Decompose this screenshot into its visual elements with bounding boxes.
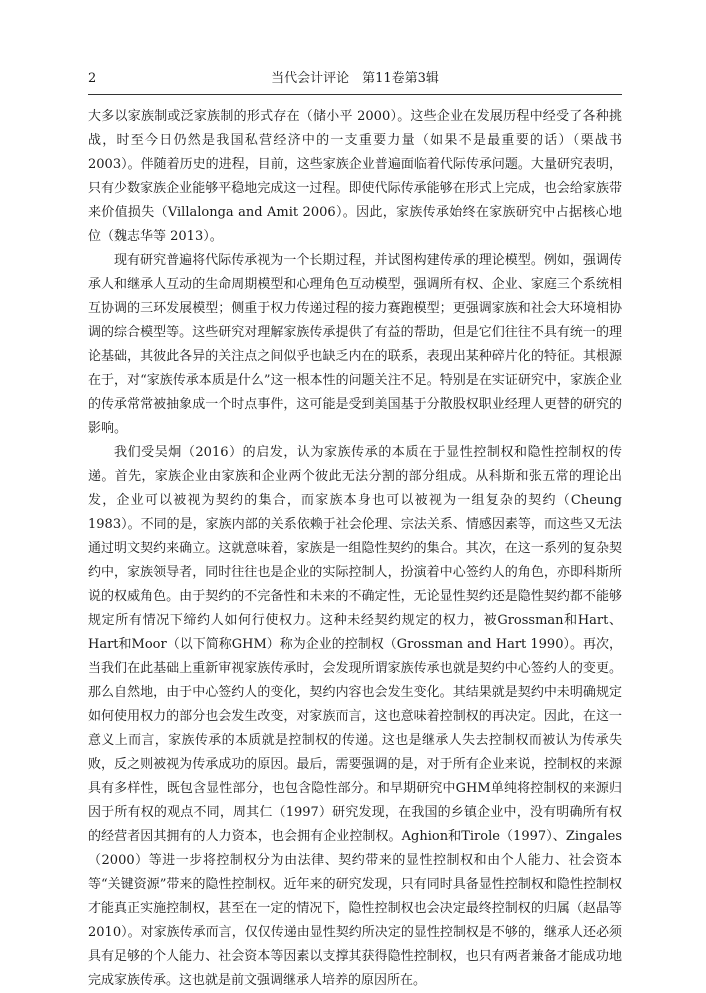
paragraph: 我们受吴炯（2016）的启发，认为家族传承的本质在于显性控制权和隐性控制权的传递。首先，家族企业由家族和企业两个彼此无法分割的部分组成。从科斯和张五常的理论出发，企业可以被视为契约的集合，而家族本身也可以被视为一组复杂的契约（Cheung 1983）。不同的是，家族内部的关系依赖于社会伦理、宗法关系、情感因素等，而这些又无法通过明文契约来确立。这就意味着，家族是一组隐性契约的集合。其次，在这一系列的复杂契约中，家族领导者，同时往往也是企业的实际控制人，扮演着中心签约人的角色，亦即科斯所说的权威角色。由于契约的不完备性和未来的不确定性，无论显性契约还是隐性契约都不能够规定所有情况下缔约人如何行使权力。这种未经契约规定的权力，被Grossman和Hart、Hart和Moor（以下简称GHM）称为企业的控制权（Grossman and Hart 1990）。再次，当我们在此基础上重新审视家族传承时，会发现所谓家族传承也就是契约中心签约人的变更。那么自然地，由于中心签约人的变化，契约内容也会发生变化。其结果就是契约中未明确规定如何使用权力的部分也会发生改变，对家族而言，这也意味着控制权的再决定。因此，在这一意义上而言，家族传承的本质就是控制权的传递。这也是继承人失去控制权而被认为传承失败，反之则被视为传承成功的原因。最后，需要强调的是，对于所有企业来说，控制权的来源具有多样性，既包含显性部分，也包含隐性部分。和早期研究中GHM单纯将控制权的来源归因于所有权的观点不同，周其仁（1997）研究发现，在我国的乡镇企业中，没有明确所有权的经营者因其拥有的人力资本，也会拥有企业控制权。Aghion和Tirole（1997）、Zingales（2000）等进一步将控制权分为由法律、契约带来的显性控制权和由个人能力、社会资本等“关键资源”带来的隐性控制权。近年来的研究发现，只有同时具备显性控制权和隐性控制权才能真正实施控制权，甚至在一定的情况下，隐性控制权也会决定最终控制权的归属（赵晶等 2010）。对家族传承而言，仅仅传递由显性契约所决定的显性控制权是不够的，继承人还必须具有足够的个人能力、社会资本等因素以支撑其获得隐性控制权，也只有两者兼备才能成功地完成家族传承。这也就是前文强调继承人培养的原因所在。 xyxy=(88,445,622,988)
paragraph: 大多以家族制或泛家族制的形式存在（储小平 2000）。这些企业在发展历程中经受了各种挑战，时至今日仍然是我国私营经济中的一支重要力量（如果不是最重要的话）（栗战书 2003）。伴随着历史的进程，目前，这些家族企业普遍面临着代际传承问题。大量研究表明，只有少数家族企业能够平稳地完成这一过程。即使代际传承能够在形式上完成，也会给家族带来价值损失（Villalonga and Amit 2006）。因此，家族传承始终在家族研究中占据核心地位（魏志华等 2013）。 xyxy=(88,109,622,244)
running-head: 当代会计评论 第11卷第3辑 xyxy=(271,71,439,86)
paragraph: 现有研究普遍将代际传承视为一个长期过程，并试图构建传承的理论模型。例如，强调传承人和继承人互动的生命周期模型和心理角色互动模型，强调所有权、企业、家庭三个系统相互协调的三环发展模型；侧重于权力传递过程的接力赛跑模型；更强调家族和社会大环境相协调的综合模型等。这些研究对理解家族传承提供了有益的帮助，但是它们往往不具有统一的理论基础，其彼此各异的关注点之间似乎也缺乏内在的联系，表现出某种碎片化的特征。其根源在于，对“家族传承本质是什么”这一根本性的问题关注不足。特别是在实证研究中，家族企业的传承常常被抽象成一个时点事件，这可能是受到美国基于分散股权职业经理人更替的研究的影响。 xyxy=(88,253,622,436)
page-header xyxy=(88,68,622,90)
page-number: 2 xyxy=(88,71,97,86)
header-rule xyxy=(88,94,622,95)
body-text xyxy=(88,105,622,993)
